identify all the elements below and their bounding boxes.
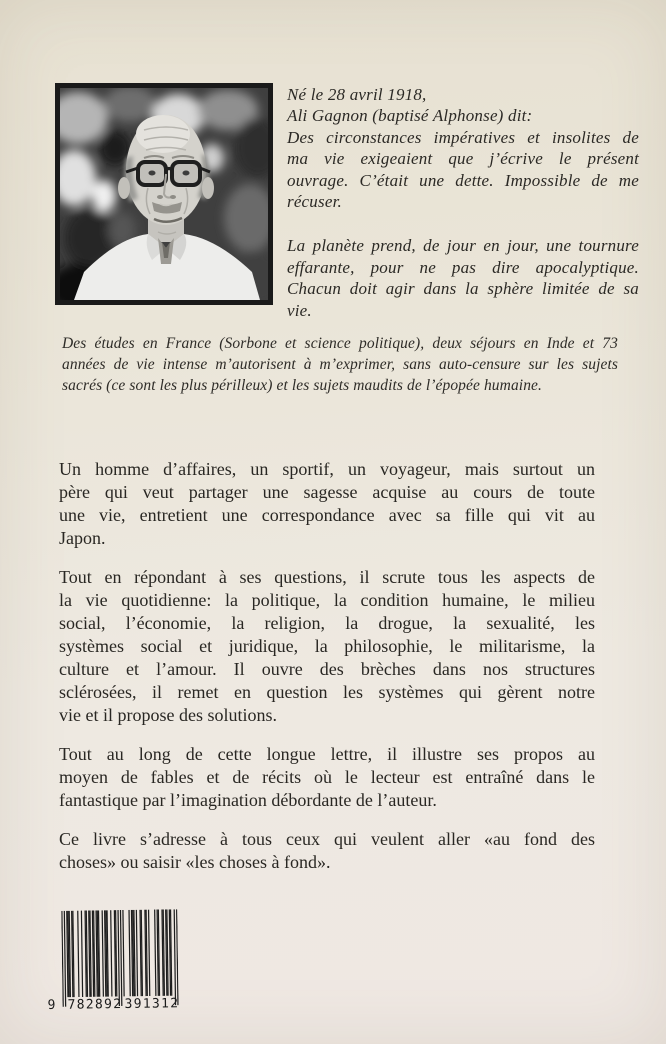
author-credentials (62, 333, 618, 396)
text-line: Des études en France (Sorbone et science politique), deux séjours en Inde et 73 (62, 335, 618, 352)
text-line: Un homme d’affaires, un sportif, un voyageur, mais surtout un (59, 459, 595, 479)
text-line: la vie quotidienne: la politique, la condition humaine, le milieu (59, 590, 595, 610)
barcode-digit-group1: 782892 (67, 996, 123, 1013)
text-line: La planète prend, de jour en jour, une tournure (287, 236, 639, 256)
text-line: social, l’économie, la religion, la drogue, la sexualité, les (59, 613, 595, 633)
synopsis-paragraph-3 (59, 743, 595, 812)
synopsis-paragraph-2 (59, 566, 595, 727)
barcode-digits (46, 996, 198, 1014)
author-photo-frame (55, 83, 273, 305)
author-note-block1 (287, 84, 639, 212)
text-line: Tout au long de cette longue lettre, il illustre ses propos au (59, 744, 595, 764)
text-line: choses» ou saisir «les choses à fond». (59, 852, 331, 872)
text-line: sclérosées, il remet en question les systèmes qui gèrent notre (59, 682, 595, 702)
text-line: sacrés (ce sont les plus périlleux) et les sujets maudits de l’épopée humaine. (62, 377, 543, 394)
text-line: une vie, entretient une correspondance avec sa fille qui vit au (59, 505, 595, 525)
text-line: Né le 28 avril 1918, (287, 85, 427, 104)
text-line: Ali Gagnon (baptisé Alphonse) dit: (287, 106, 533, 126)
synopsis (59, 458, 595, 874)
author-note (287, 84, 639, 321)
text-line: père qui veut partager une sagesse acquise au cours de toute (59, 482, 595, 502)
text-line: vie. (287, 300, 312, 320)
barcode-bars-icon (61, 909, 178, 1007)
author-portrait-photo (60, 88, 268, 300)
text-line: fantastique par l’imagination débordante de l’auteur. (59, 790, 437, 810)
text-line: effarante, pour ne pas dire apocalyptique. (287, 257, 639, 277)
text-line: récuser. (287, 192, 342, 212)
barcode-digit-first: 9 (47, 997, 56, 1014)
text-line: Tout en répondant à ses questions, il scrute tous les aspects de (59, 567, 595, 587)
text-line: moyen de fables et de récits où le lecteur est entraîné dans le (59, 767, 595, 787)
text-line: systèmes social et juridique, la philosophie, le militarisme, la (59, 636, 595, 656)
text-line: années de vie intense m’autorisent à m’exprimer, sans auto-censure sur les sujets (62, 356, 618, 373)
text-line: Ce livre s’adresse à tous ceux qui veulent aller «au fond des (59, 829, 595, 849)
barcode-digit-group2: 391312 (124, 996, 180, 1012)
isbn-barcode (45, 909, 198, 1017)
synopsis-paragraph-1 (59, 458, 595, 550)
text-line: ma vie exigeaient que j’écrive le présent (287, 149, 639, 169)
text-line: Des circonstances impératives et insolites de (287, 127, 639, 147)
text-line: ouvrage. C’était une dette. Impossible de me (287, 170, 639, 190)
text-line: culture et l’amour. Il ouvre des brèches dans nos structures (59, 659, 595, 679)
text-line: Japon. (59, 528, 106, 548)
text-line: Chacun doit agir dans la sphère limitée de sa (287, 279, 639, 299)
author-note-block2 (287, 235, 639, 321)
synopsis-paragraph-4 (59, 828, 595, 874)
text-line: vie et il propose des solutions. (59, 705, 277, 725)
